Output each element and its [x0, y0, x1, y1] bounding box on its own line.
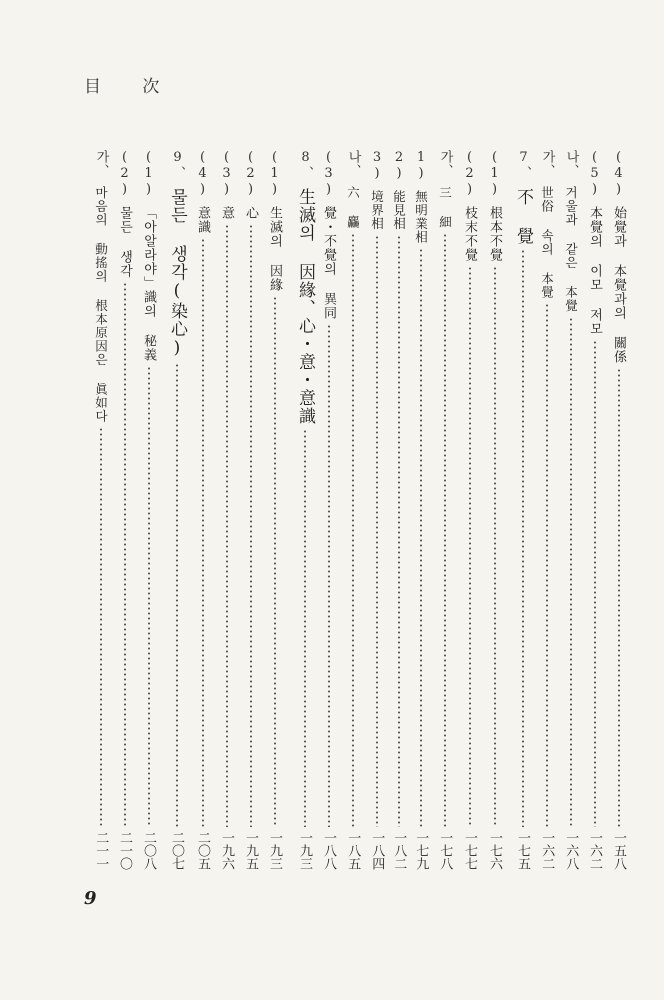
- toc-entry-page: 一六二: [587, 831, 602, 870]
- toc-entry-text: 生滅의 因緣: [267, 206, 282, 292]
- toc-entry-title: [196, 150, 209, 234]
- dot-leader: [420, 248, 422, 827]
- toc-entry: [588, 150, 601, 870]
- dot-leader: [274, 296, 276, 827]
- toc-entry-title: [296, 150, 313, 425]
- toc-entry: [244, 150, 257, 870]
- toc-entry-page: 一八八: [321, 831, 336, 870]
- toc-entry-number: 1): [413, 150, 429, 182]
- toc-entry-title: [392, 150, 406, 231]
- dot-leader: [304, 429, 306, 827]
- toc-entry-title: [612, 150, 625, 364]
- toc-entry-page: 一九五: [243, 831, 258, 870]
- toc-entry-title: [346, 150, 360, 229]
- toc-entry: [488, 150, 501, 870]
- toc-entry: [414, 150, 428, 870]
- toc-entry-page: 一八二: [391, 831, 407, 870]
- toc-entry-page: 二〇八: [141, 831, 156, 870]
- toc-entry-text: 覺・不覺의 異同: [321, 206, 336, 320]
- toc-entry-page: 一七五: [515, 831, 530, 870]
- toc-entry-text: 意識: [195, 206, 210, 234]
- dot-leader: [176, 363, 178, 827]
- toc-entry-page: 一六二: [539, 831, 555, 870]
- toc-entry-text: 마음의 動搖의 根本原因은 眞如다: [93, 186, 109, 423]
- toc-entry-title: [168, 150, 185, 359]
- toc-entry-number: (2): [462, 150, 477, 198]
- toc-entry-number: 가、: [437, 150, 453, 178]
- toc-entry-number: (2): [243, 150, 258, 198]
- dot-leader: [124, 282, 126, 827]
- toc-entry-number: (2): [117, 150, 132, 198]
- toc-entry: [370, 150, 384, 870]
- toc-entry-title: [414, 150, 428, 244]
- toc-entry-text: 意: [219, 206, 234, 220]
- toc-entry-text: 三 細: [437, 186, 453, 229]
- toc-entry-text: 能見相: [391, 190, 407, 231]
- toc-entry-number: 9、: [170, 150, 185, 180]
- toc-entry: [118, 150, 131, 870]
- toc-entry-page: 二〇七: [169, 831, 184, 870]
- toc-entry-number: (1): [487, 150, 502, 198]
- page-header: 目 次: [84, 77, 178, 97]
- toc-entry: [438, 150, 452, 870]
- toc-entry-page: 一五八: [611, 831, 626, 870]
- toc-entry-title: [438, 150, 452, 229]
- toc-entry-title: [488, 150, 501, 262]
- toc-entry-text: 不 覺: [513, 188, 533, 245]
- toc-entry-title: [142, 150, 155, 362]
- toc-entry-page: 一九六: [219, 831, 234, 870]
- toc-entry-text: 本覺의 이모 저모: [587, 206, 602, 336]
- toc-entry-number: 8、: [298, 150, 313, 180]
- toc-entry-number: 가、: [539, 150, 555, 178]
- dot-leader: [469, 266, 471, 827]
- toc-entry-page: 一九三: [267, 831, 282, 870]
- toc-entry-title: [220, 150, 233, 220]
- toc-entry: [220, 150, 233, 870]
- toc-entry-title: [588, 150, 601, 336]
- toc-entry-text: 心: [243, 206, 258, 220]
- dot-leader: [100, 427, 102, 827]
- toc-entry-number: 가、: [93, 150, 109, 178]
- toc-entry-page: 二一一: [93, 831, 109, 870]
- toc-entry-page: 一七八: [437, 831, 453, 870]
- dot-leader: [148, 366, 150, 827]
- dot-leader: [376, 235, 378, 828]
- toc-entry-title: [370, 150, 384, 231]
- toc-entry: [392, 150, 406, 870]
- toc-entry: [540, 150, 554, 870]
- table-of-contents: [60, 150, 640, 870]
- toc-entry-text: 生滅의 因緣、心・意・意識: [295, 188, 315, 425]
- dot-leader: [398, 235, 400, 828]
- toc-entry-number: (1): [141, 150, 156, 198]
- dot-leader: [570, 317, 572, 828]
- toc-entry-page: 一八四: [369, 831, 385, 870]
- dot-leader: [494, 266, 496, 827]
- toc-entry-text: 無明業相: [413, 190, 429, 244]
- dot-leader: [328, 324, 330, 827]
- toc-entry-number: 7、: [516, 150, 531, 180]
- toc-entry-number: (4): [611, 150, 626, 198]
- toc-entry: [612, 150, 625, 870]
- dot-leader: [522, 249, 524, 827]
- toc-entry-title: [244, 150, 257, 220]
- toc-entry-text: 물든 생각(染心): [167, 188, 187, 359]
- toc-entry: [463, 150, 476, 870]
- dot-leader: [444, 233, 446, 827]
- toc-entry-number: (3): [219, 150, 234, 198]
- toc-entry-number: 나、: [563, 150, 579, 178]
- toc-entry: [94, 150, 108, 870]
- toc-entry-page: 一八五: [345, 831, 361, 870]
- dot-leader: [226, 224, 228, 827]
- dot-leader: [250, 224, 252, 827]
- toc-entry-number: (1): [267, 150, 282, 198]
- toc-entry: [196, 150, 209, 870]
- toc-entry-page: 一九三: [297, 831, 312, 870]
- toc-entry-text: 始覺과 本覺과의 關係: [611, 206, 626, 364]
- toc-entry: [142, 150, 155, 870]
- toc-entry-title: [268, 150, 281, 292]
- toc-entry-number: (4): [195, 150, 210, 198]
- toc-entry-title: [514, 150, 531, 245]
- toc-entry: [168, 150, 185, 870]
- toc-entry-text: 枝末不覺: [462, 206, 477, 262]
- dot-leader: [202, 238, 204, 827]
- toc-entry-text: 六 麤: [345, 186, 361, 229]
- dot-leader: [618, 368, 620, 827]
- toc-entry-text: 물든 생각: [117, 206, 132, 278]
- toc-entry-number: (3): [321, 150, 336, 198]
- toc-entry: [564, 150, 578, 870]
- toc-entry-text: 根本不覺: [487, 206, 502, 262]
- toc-entry-title: [564, 150, 578, 313]
- toc-entry: [296, 150, 313, 870]
- dot-leader: [352, 233, 354, 827]
- toc-entry: [322, 150, 335, 870]
- toc-entry-title: [322, 150, 335, 320]
- page-number: 9: [84, 888, 97, 909]
- toc-entry-title: [540, 150, 554, 299]
- toc-entry: [346, 150, 360, 870]
- toc-entry-number: 2): [391, 150, 407, 182]
- toc-entry-title: [118, 150, 131, 278]
- toc-entry-number: 나、: [345, 150, 361, 178]
- toc-entry-number: (5): [587, 150, 602, 198]
- toc-entry-page: 一七六: [487, 831, 502, 870]
- toc-entry-text: 거울과 같은 本覺: [563, 186, 579, 313]
- toc-entry: [514, 150, 531, 870]
- toc-entry-text: 境界相: [369, 190, 385, 231]
- toc-entry-page: 一七七: [462, 831, 477, 870]
- toc-entry-title: [463, 150, 476, 262]
- toc-entry-text: 世俗 속의 本覺: [539, 186, 555, 299]
- dot-leader: [546, 303, 548, 827]
- toc-entry-text: 「아알라야」識의 秘義: [141, 206, 156, 362]
- toc-entry-page: 二一〇: [117, 831, 132, 870]
- toc-entry-number: 3): [369, 150, 385, 182]
- toc-entry: [268, 150, 281, 870]
- dot-leader: [594, 340, 596, 827]
- toc-entry-title: [94, 150, 108, 423]
- toc-entry-page: 二〇五: [195, 831, 210, 870]
- toc-entry-page: 一七九: [413, 831, 429, 870]
- toc-entry-page: 一六八: [563, 831, 579, 870]
